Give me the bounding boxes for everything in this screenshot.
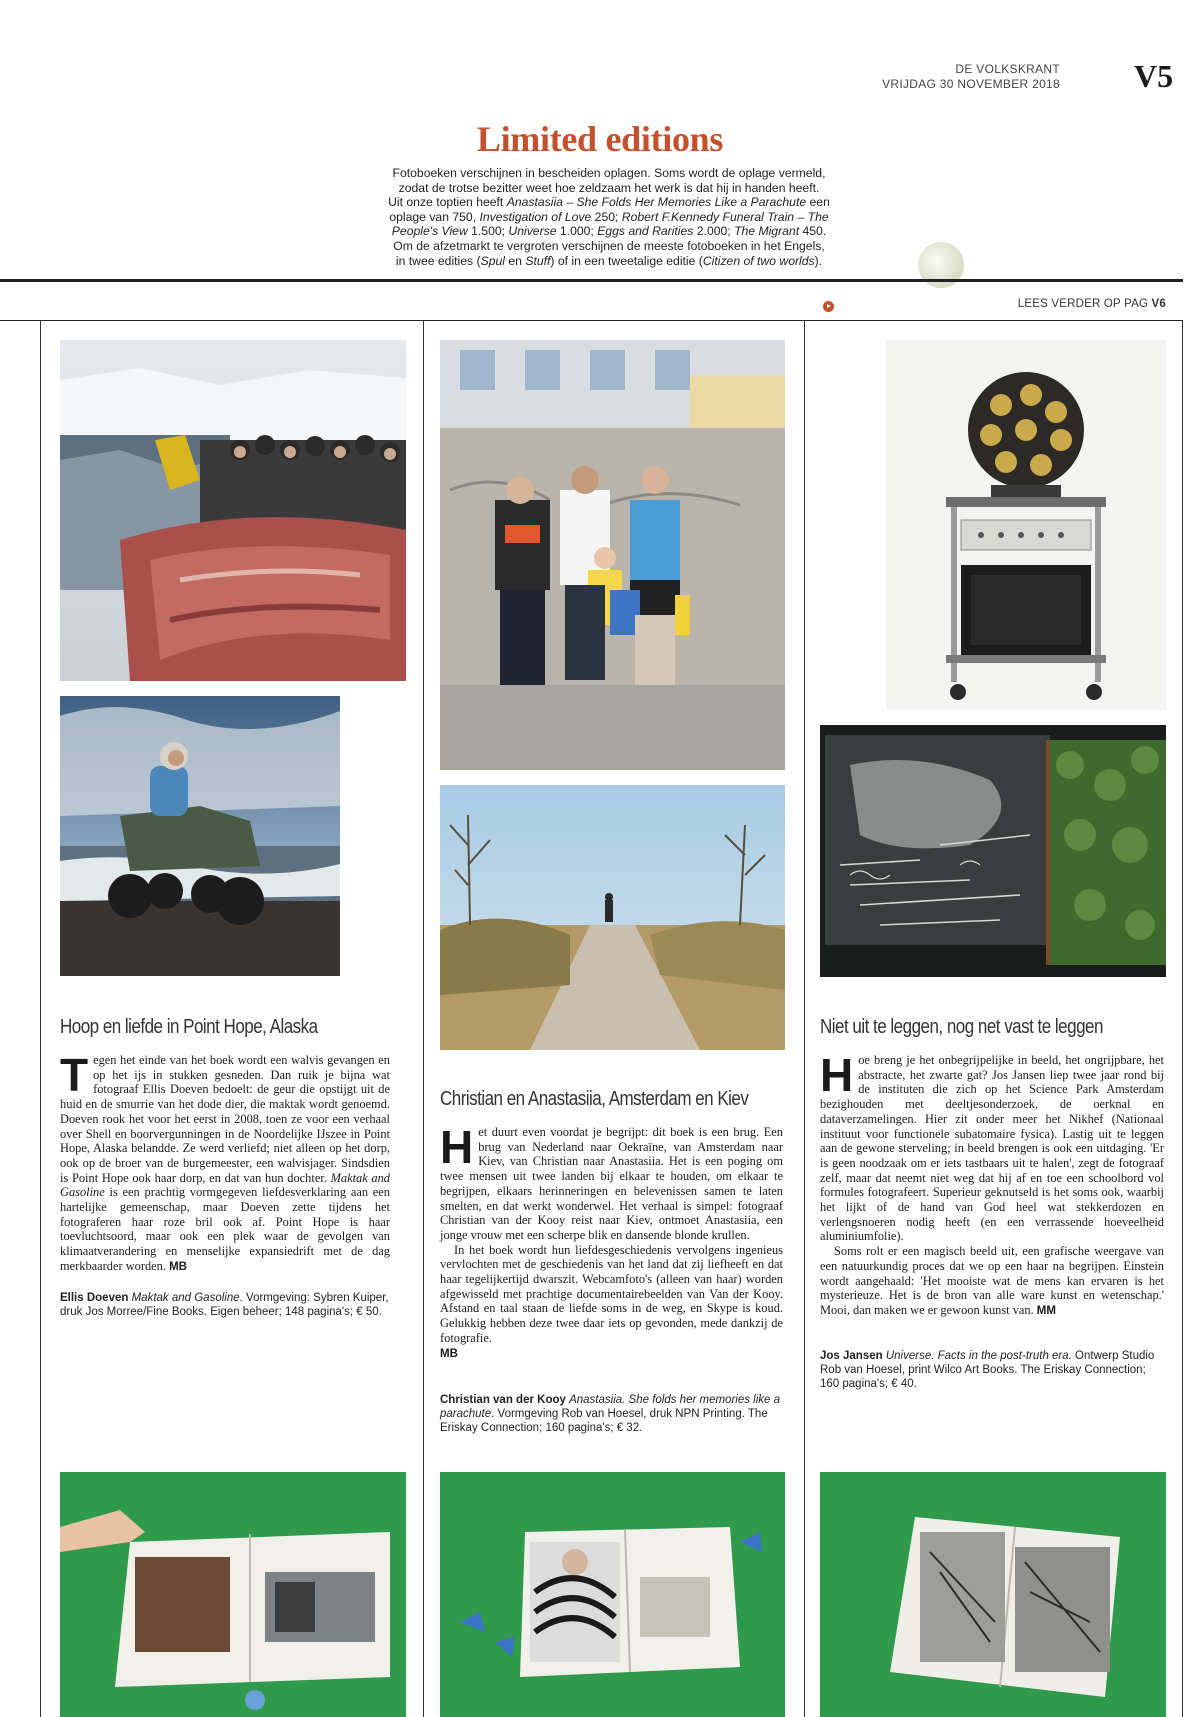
column-divider (423, 320, 424, 1717)
photo-book-spread (820, 1472, 1166, 1717)
masthead (882, 62, 1060, 92)
photo-detector-machine (886, 340, 1166, 710)
book-credit: Jos Jansen Universe. Facts in the post-truth era. Ontwerp Studio Rob van Hoesel, print Wilco Art Books. The Eriskay Connection; 160 pagina's; € 40. (820, 1350, 1155, 1390)
masthead-date: VRIJDAG 30 NOVEMBER 2018 (882, 77, 1060, 91)
page-headline: Limited editions (476, 119, 724, 159)
column-divider (40, 320, 41, 1717)
masthead-paper: DE VOLKSKRANT (955, 62, 1060, 76)
article-title: Christian en Anastasiia, Amsterdam en Kiev (440, 1088, 749, 1110)
drop-cap: T (60, 1049, 89, 1101)
author-initials: MM (1036, 1304, 1056, 1317)
photo-blackboard (820, 725, 1166, 977)
header-rule (0, 279, 1183, 282)
drop-cap: H (820, 1049, 854, 1101)
photo-whale-on-ice (60, 340, 406, 681)
drop-cap: H (440, 1121, 474, 1173)
continue-reading[interactable]: LEES VERDER OP PAG V6 (1017, 298, 1166, 310)
photo-book-spread (440, 1472, 785, 1717)
article-body: H oe breng je het onbegrijpelijke in beeld, het ongrijpbare, het abstracte, het zwarte gat? Jos Jansen liep twee jaar rond bij de instituten die zich op het Science Park Amsterdam bezighouden met deeltjesonderzoek, de oerknal en dataverzamelingen. Hier zit onder meer het Nikhef (Nationaal instituut voor functionele subatomaire fysica). Lastig uit te leggen aan de gewone sterveling; in beeld brengen is ook een uitdaging. 'Er is geen noodzaak om er iets tastbaars uit te halen', zegt de fotograaf zelf, maar dat neemt niet weg dat hij af en toe een schoolbord vol formules fotografeert. Superieur geknutseld is het soms ook, waarbij het lijkt of de hand van God heel wat stekkerdozen en verlengsnoeren nodig heeft (en een verrassende hoeveelheid aluminiumfolie). Soms rolt er een magisch beeld uit, een grafische weergave van een natuurkundig proces dat we op een haar na begrijpen. Einstein wordt aangehaald: 'Het mooiste wat de mens kan ervaren is het mysterieuze. Het is de bron van alle ware kunst en wetenschap.' Mooi, dan maken we er gewoon kunst van. MM (820, 1049, 1164, 1317)
article-body: H et duurt even voordat je begrijpt: dit boek is een brug. Een brug van Nederland naar Oekraïne, van Amsterdam naar Kiev, van Christian naar Anastasiia. Het is een poging om twee mensen uit twee landen bij elkaar te houden, om elkaar te begrijpen, elkaars herinneringen en belevenissen samen te laten smelten, en dat werkt wonderwel. Het verhaal is simpel: fotograaf Christian van der Kooy reist naar Kiev, ontmoet Anastasiia, een jonge vrouw met een scherpe blik en dansende blonde krullen. In het boek wordt hun liefdesgeschiedenis vervolgens ingenieus vervlochten met de geschiedenis van het land dat zij liefheeft en dat haar tegelijkertijd dwarszit. Webcamfoto's (alleen van haar) worden afgewisseld met prachtige documentairebeelden van Van der Kooy. Afstand en taal staan de liefde soms in de weg, en Skype is koud. Gelukkig hebben deze twee daar iets op gevonden, mede dankzij de fotografie. MB (440, 1121, 783, 1360)
author-initials: MB (440, 1347, 458, 1360)
book-credit: Christian van der Kooy Anastasiia. She folds her memories like a parachute. Vormgeving Rob van Hoesel, druk NPN Printing. The Eriskay Connection; 160 pagina's; € 32. (440, 1394, 781, 1434)
photo-family-portrait (440, 340, 785, 770)
article-title: Niet uit te leggen, nog net vast te leggen (820, 1016, 1103, 1038)
author-initials: MB (169, 1260, 187, 1273)
page-number: V5 (1134, 58, 1174, 94)
photo-girl-on-quad (60, 696, 340, 976)
book-credit: Ellis Doeven Maktak and Gasoline. Vormgeving: Sybren Kuiper, druk Jos Morree/Fine Books. Eigen beheer; 148 pagina's; € 50. (60, 1292, 389, 1318)
photo-path-landscape (440, 785, 785, 1050)
article-body: T egen het einde van het boek wordt een walvis gevangen en op het ijs in stukken gesneden. Dan ruik je bijna wat fotograaf Ellis Doeven bedoelt: de geur die opstijgt uit de huid en de smurrie van het dode dier, die maktak wordt genoemd. Doeven rook het voor het eerst in 2008, toen ze voor een verhaal over Shell en boorvergunningen in de Noordelijke IJszee in Point Hope, Alaska belandde. Ze werd verliefd; niet alleen op het dorp, ook op de broer van de burgemeester, een walvisjager. Sindsdien is Point Hope ook haar dorp, en dat van hun dochter. Maktak and Gasoline is een prachtig vormgegeven liefdesverklaring aan een hartelijke gemeenschap, maar Doeven zette tijdens het fotograferen haar roze bril ook af. Point Hope is haar toevluchtsoord, maar ook een plek waar de gevolgen van klimaatverandering en menselijke expansiedrift met de dag merkbaarder worden. MB (60, 1049, 391, 1273)
article-title: Hoop en liefde in Point Hope, Alaska (60, 1016, 318, 1038)
photo-book-spread (60, 1472, 406, 1717)
column-top-rule (0, 320, 1183, 321)
play-arrow-icon (823, 301, 834, 312)
intro-text: Fotoboeken verschijnen in bescheiden oplagen. Soms wordt de oplage vermeld, zodat de trotse bezitter weet hoe zeldzaam het werk is dat hij in handen heeft. Uit onze toptien heeft Anastasiia – She Folds Her Memories Like a Parachute een oplage van 750, Investigation of Love 250; Robert F.Kennedy Funeral Train – The People's View 1.500; Universe 1.000; Eggs and Rarities 2.000; The Migrant 450. Om de afzetmarkt te vergroten verschijnen de meeste fotoboeken in het Engels, in twee edities (Spul en Stuff) of in een tweetalige editie (Citizen of two worlds). (388, 166, 830, 268)
column-divider (1182, 320, 1183, 1717)
column-divider (804, 320, 805, 1717)
